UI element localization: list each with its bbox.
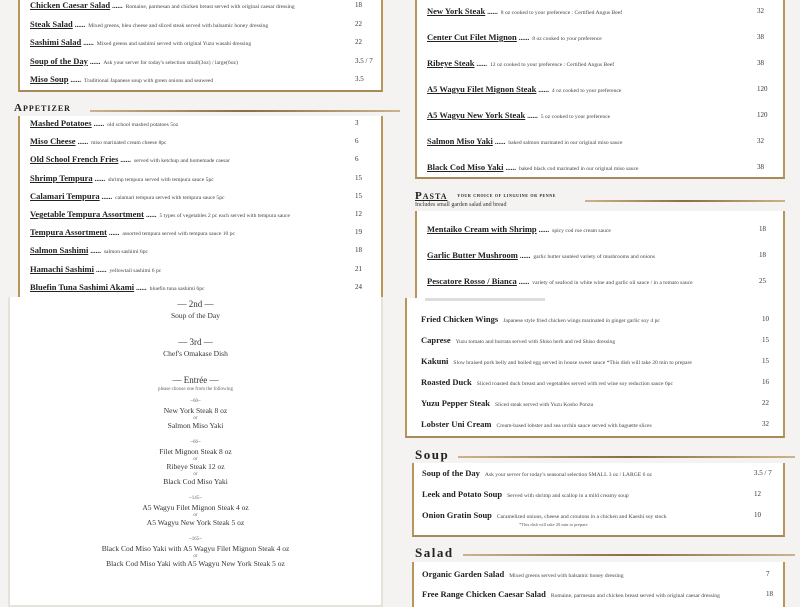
leader-dots: ......	[538, 226, 550, 234]
item-price: 18	[766, 590, 773, 598]
item-name: Roasted Duck	[421, 377, 472, 387]
item-description: Served with shrimp and scallop in a mild creamy soup	[507, 493, 629, 499]
item-name: Hamachi Sashimi	[30, 263, 94, 274]
divider	[585, 200, 785, 202]
course-title: — Entrée —	[172, 375, 219, 385]
item-price: 32	[757, 7, 764, 15]
menu-item[interactable]	[30, 228, 349, 238]
menu-item[interactable]	[422, 469, 748, 479]
leader-dots: ......	[136, 283, 147, 292]
item-name: Steak Salad	[30, 18, 73, 29]
entrees-panel	[415, 0, 785, 179]
item-name: Free Range Chicken Caesar Salad	[422, 589, 546, 599]
item-description: Caramelized onions, cheese and croutons in a chicken and Kaeshi soy stock	[496, 514, 667, 520]
leader-dots: ......	[96, 265, 107, 274]
item-description: variety of seafood in white wine and garlic oil sauce / in a tomato sauce	[532, 280, 693, 286]
or-label: or	[193, 554, 198, 559]
item-name: Pescatore Rosso / Bianca	[427, 276, 517, 286]
item-description: Ask your server for today's selection small(3oz) / large(6oz)	[103, 59, 238, 66]
entree-note: please choose one from the following	[157, 387, 234, 392]
divider	[463, 554, 795, 556]
leader-dots: ......	[101, 192, 113, 201]
item-price: 120	[757, 85, 768, 93]
item-description: 5 oz cooked to your preference	[540, 114, 611, 120]
menu-item[interactable]	[30, 75, 349, 85]
leader-dots: ......	[519, 252, 531, 260]
item-description: Mixed greens served with balsamic honey dressing	[509, 573, 624, 579]
item-name: Vegetable Tempura Assortment	[30, 209, 144, 219]
item-name: Chicken Caesar Salad	[30, 0, 111, 10]
item-description: Japanese style fried chicken wings marinated in ginger garlic soy 4 pc	[503, 318, 660, 324]
menu-item[interactable]	[427, 251, 753, 261]
item-description: Traditional Japanese soup with green onions and seaweed	[84, 78, 214, 84]
item-description: 8 oz cooked to your preference : Certified Angus Beef	[500, 10, 623, 16]
item-price: 19	[355, 228, 362, 237]
item-description: Slow braised pork belly and boiled egg served in house sweet sauce *This dish will take 20 min to prepare	[453, 360, 692, 366]
item-name: Soup of the Day	[422, 468, 480, 478]
menu-item[interactable]	[30, 192, 349, 202]
leader-dots: ......	[74, 20, 86, 29]
menu-item[interactable]	[30, 265, 349, 275]
menu-item[interactable]	[422, 511, 748, 521]
small-plates-panel	[405, 298, 785, 438]
item-price: 21	[355, 264, 362, 273]
menu-item[interactable]	[421, 378, 756, 388]
menu-item[interactable]	[427, 277, 753, 287]
leader-dots: ......	[518, 278, 530, 286]
item-name: Fried Chicken Wings	[421, 314, 499, 324]
item-price: 18	[355, 1, 362, 9]
item-name: Mashed Potatoes	[30, 118, 92, 128]
leader-dots: ......	[518, 34, 530, 42]
item-description: Mixed greens, bleu cheese and sliced steak served with balsamic honey dressing	[88, 22, 269, 29]
item-name: Ribeye Steak	[427, 58, 475, 68]
item-price: 15	[762, 336, 769, 344]
entree-option: Filet Mignon Steak 8 oz	[159, 447, 232, 456]
item-price: 3.5 / 7	[754, 469, 772, 477]
item-description: spicy cod roe cream sauce	[552, 228, 611, 234]
item-price: 6	[355, 155, 359, 164]
item-price: 32	[757, 137, 764, 145]
item-price: 15	[762, 357, 769, 365]
salad-heading: Salad	[415, 545, 454, 560]
item-description: baked black cod marinated in our original miso sauce	[518, 166, 639, 172]
item-description: miso marinated cream cheese 8pc	[91, 140, 167, 147]
item-name: Lobster Uni Cream	[421, 419, 492, 429]
item-price: 22	[355, 19, 362, 28]
menu-item[interactable]	[422, 570, 760, 580]
entree-option: Black Cod Miso Yaki with A5 Wagyu New York Steak 5 oz	[106, 559, 285, 568]
pasta-panel	[415, 211, 785, 300]
soup-prep-note: *This dish will take 20 min to prepare	[519, 522, 588, 527]
item-price: 15	[355, 191, 362, 200]
item-name: Caprese	[421, 335, 451, 345]
item-description: Mixed greens and sashimi served with original Yuzu wasabi dressing	[96, 41, 252, 47]
menu-item[interactable]	[422, 590, 760, 600]
item-name: A5 Wagyu Filet Mignon Steak	[427, 84, 537, 94]
leader-dots: ......	[476, 60, 487, 68]
leader-dots: ......	[90, 247, 101, 256]
item-description: salmon sashimi 6pc	[103, 249, 148, 256]
item-name: Leek and Potato Soup	[422, 489, 503, 499]
item-price: 18	[759, 251, 766, 259]
item-description: calamari tempura served with tempura sauce 5pc	[115, 194, 225, 201]
leader-dots: ......	[77, 138, 89, 147]
item-price: 15	[355, 173, 362, 182]
tier-price: ~60~	[190, 399, 201, 404]
menu-item[interactable]	[421, 315, 756, 325]
menu-item[interactable]	[427, 111, 751, 121]
menu-item[interactable]	[422, 490, 748, 500]
item-name: Sashimi Salad	[30, 37, 82, 47]
item-name: Center Cut Filet Mignon	[427, 32, 517, 42]
menu-item[interactable]	[421, 336, 756, 346]
menu-item[interactable]	[30, 283, 349, 293]
menu-item[interactable]	[421, 399, 756, 409]
item-price: 120	[757, 111, 768, 119]
menu-item[interactable]	[427, 225, 753, 235]
menu-item[interactable]	[427, 7, 751, 17]
item-name: Garlic Butter Mushroom	[427, 250, 518, 260]
item-description: Sliced steak served with Yuzu Kosho Ponzu	[494, 402, 594, 408]
leader-dots: ......	[83, 39, 94, 47]
item-description: Sliced roasted duck breast and vegetables served with red wine soy reduction sauce 6pc	[476, 381, 673, 387]
item-description: served with ketchup and homemade caesar	[133, 158, 230, 165]
item-name: Miso Soup	[30, 74, 69, 84]
menu-item[interactable]	[30, 137, 349, 147]
item-description: bluefin tuna sashimi 6pc	[149, 285, 205, 292]
leader-dots: ......	[112, 2, 123, 10]
entree-option: Salmon Miso Yaki	[167, 421, 224, 430]
item-price: 3.5 / 7	[355, 56, 373, 65]
pasta-heading	[415, 191, 556, 202]
item-name: Salmon Sashimi	[30, 245, 89, 256]
soup-heading: Soup	[415, 447, 450, 462]
item-name: Organic Garden Salad	[422, 569, 505, 579]
item-description: 8 oz cooked to your preference	[532, 36, 602, 42]
menu-item[interactable]	[30, 57, 349, 67]
leader-dots: ......	[120, 156, 131, 165]
cut-off-row	[425, 298, 545, 301]
item-description: Yuzu tomato and burrata served with Shiso herb and red Shiso dressing	[455, 339, 616, 345]
course-title: — 2nd —	[177, 299, 214, 309]
item-price: 7	[766, 570, 770, 578]
course-dish: Chef's Omakase Dish	[163, 349, 228, 358]
item-name: Yuzu Pepper Steak	[421, 398, 490, 408]
menu-item[interactable]	[30, 20, 349, 30]
item-price: 3	[355, 119, 359, 127]
salad-panel	[412, 562, 785, 607]
item-name: Bluefin Tuna Sashimi Akami	[30, 281, 135, 292]
item-name: Onion Gratin Soup	[422, 510, 492, 520]
item-price: 12	[355, 210, 362, 218]
item-description: assorted tempura served with tempura sauce 10 pc	[122, 231, 236, 238]
menu-item[interactable]	[427, 163, 751, 173]
item-price: 38	[757, 59, 764, 67]
leader-dots: ......	[93, 120, 105, 128]
leader-dots: ......	[527, 112, 538, 120]
item-description: 5 types of vegetables 2 pc each served with tempura sauce	[159, 213, 290, 219]
item-description: Cream-based lobster and sea urchin sauce served with baguette slices	[496, 423, 652, 429]
item-price: 38	[757, 163, 764, 171]
menu-item[interactable]	[30, 246, 349, 256]
pasta-subtitle: your choice of linguine or penne	[457, 193, 557, 199]
leader-dots: ......	[94, 174, 106, 183]
salads-soups-panel	[18, 0, 383, 92]
appetizer-heading: Appetizer	[14, 102, 71, 114]
entree-option: Black Cod Miso Yaki	[163, 477, 228, 486]
item-price: 38	[757, 33, 764, 41]
item-name: Old School French Fries	[30, 154, 119, 165]
item-description: yellowtail sashimi 6 pc	[109, 267, 162, 274]
menu-item[interactable]	[30, 119, 349, 129]
entree-option: Ribeye Steak 12 oz	[166, 462, 225, 471]
item-price: 24	[355, 282, 362, 291]
item-price: 16	[762, 378, 769, 386]
soup-panel	[412, 463, 785, 537]
item-description: 4 oz cooked to your preference	[551, 88, 622, 94]
item-price: 10	[754, 511, 761, 519]
item-name: Black Cod Miso Yaki	[427, 162, 504, 172]
item-price: 12	[754, 490, 761, 498]
leader-dots: ......	[505, 164, 516, 172]
item-price: 18	[355, 246, 362, 255]
item-price: 32	[762, 420, 769, 428]
appetizer-panel	[18, 116, 383, 298]
leader-dots: ......	[108, 229, 120, 238]
item-name: Mentaiko Cream with Shrimp	[427, 224, 537, 234]
item-description: Ask your server for today's seasonal selection SMALL 3 oz / LARGE 6 oz	[484, 472, 653, 478]
item-name: Miso Cheese	[30, 136, 76, 147]
menu-item[interactable]	[30, 155, 349, 165]
course-dish: Soup of the Day	[171, 311, 220, 320]
entree-option: New York Steak 8 oz	[163, 406, 228, 415]
tier-price: ~145~	[189, 496, 202, 501]
entree-option: A5 Wagyu New York Steak 5 oz	[146, 518, 245, 527]
or-label: or	[193, 457, 198, 462]
item-description: Romaine, parmesan and chicken breast served with original caesar dressing	[125, 4, 295, 10]
leader-dots: ......	[89, 57, 101, 66]
menu-item[interactable]	[30, 174, 349, 184]
tier-price: ~66~	[190, 440, 201, 445]
leader-dots: ......	[487, 8, 498, 16]
item-description: garlic butter sautéed variety of mushrooms and onions	[533, 254, 655, 260]
item-name: Calamari Tempura	[30, 190, 100, 201]
pasta-title: Pasta	[415, 190, 448, 202]
menu-item[interactable]	[421, 357, 756, 367]
entree-option: A5 Wagyu Filet Mignon Steak 4 oz	[142, 503, 249, 512]
leader-dots: ......	[538, 86, 549, 94]
item-price: 18	[759, 225, 766, 233]
item-name: New York Steak	[427, 6, 486, 16]
menu-item[interactable]	[30, 1, 349, 11]
item-description: shrimp tempura served with tempura sauce 5pc	[108, 176, 214, 183]
item-description: baked salmon marinated in our original miso sauce	[508, 140, 623, 146]
menu-item[interactable]	[30, 210, 349, 220]
tier-price: ~165~	[189, 537, 202, 542]
course-title: — 3rd —	[178, 337, 213, 347]
item-name: Soup of the Day	[30, 55, 88, 66]
item-description: Romaine, parmesan and chicken breast served with original caesar dressing	[550, 593, 720, 599]
item-description: 12 oz cooked to your preference : Certified Angus Beef	[489, 62, 615, 68]
item-price: 10	[762, 315, 769, 323]
item-name: Tempura Assortment	[30, 227, 107, 238]
divider	[90, 110, 400, 112]
leader-dots: ......	[145, 211, 157, 219]
leader-dots: ......	[494, 138, 506, 146]
item-name: Salmon Miso Yaki	[427, 136, 493, 146]
or-label: or	[193, 513, 198, 518]
entree-option: Black Cod Miso Yaki with A5 Wagyu Filet Mignon Steak 4 oz	[101, 544, 290, 553]
divider	[458, 456, 795, 458]
or-label: or	[193, 472, 198, 477]
item-name: Kakuni	[421, 356, 449, 366]
item-name: Shrimp Tempura	[30, 172, 93, 183]
item-description: old school mashed potatoes 5oz	[107, 122, 179, 128]
item-price: 6	[355, 137, 359, 146]
item-price: 22	[355, 38, 362, 46]
menu-item[interactable]	[427, 59, 751, 69]
menu-item[interactable]	[421, 420, 756, 430]
menu-item[interactable]	[30, 38, 349, 48]
menu-item[interactable]	[427, 33, 751, 43]
menu-item[interactable]	[427, 137, 751, 147]
pasta-note: Includes small garden salad and bread	[415, 202, 507, 208]
leader-dots: ......	[70, 76, 81, 84]
menu-item[interactable]	[427, 85, 751, 95]
or-label: or	[193, 416, 198, 421]
item-price: 25	[759, 277, 766, 285]
item-price: 22	[762, 399, 769, 407]
item-name: A5 Wagyu New York Steak	[427, 110, 526, 120]
item-price: 3.5	[355, 75, 364, 83]
